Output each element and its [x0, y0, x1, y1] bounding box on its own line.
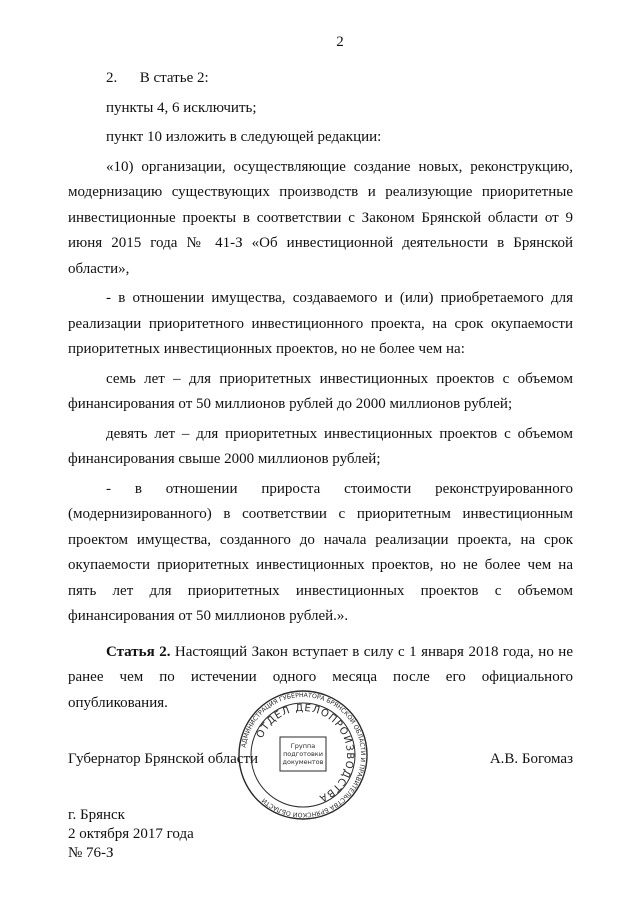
stamp-outer-text: АДМИНИСТРАЦИЯ ГУБЕРНАТОРА БРЯНСКОЙ ОБЛАСТИ И ПРАВИТЕЛЬСТВА БРЯНСКОЙ ОБЛАСТИ: [240, 691, 367, 819]
page-number: 2: [336, 34, 344, 50]
stamp-middle-text: ОТДЕЛ ДЕЛОПРОИЗВОДСТВА: [254, 702, 356, 804]
paragraph-property: - в отношении имущества, создаваемого и (или) приобретаемого для реализации приоритетного инвестиционного проекта, на срок окупаемости приоритетных инвестиционных проектов, но не более чем на:: [68, 290, 573, 357]
document-footer: [68, 806, 194, 863]
stamp-center-line-3: документов: [282, 758, 324, 766]
stamp-center-line-2: подготовки: [283, 750, 323, 758]
footer-number: № 76-З: [68, 845, 114, 861]
paragraph-organizations: «10) организации, осуществляющие создание новых, реконструкцию, модернизацию существующих производств и реализующие приоритетные инвестиционные проекты в соответствии с Законом Брянской области от 9 июня 2015 года № 41-З «Об инвестиционной деятельности в Брянской области»,: [68, 158, 573, 277]
paragraph-exclude-points: пункты 4, 6 исключить;: [106, 99, 257, 116]
paragraph-seven-years: семь лет – для приоритетных инвестиционных проектов с объемом финансирования от 50 миллионов рублей до 2000 миллионов рублей;: [68, 370, 573, 412]
document-body: [68, 62, 573, 716]
governor-name: А.В. Богомаз: [489, 751, 573, 767]
paragraph-point-10: пункт 10 изложить в следующей редакции:: [106, 129, 382, 145]
article-2-text: Настоящий Закон вступает в силу с 1 января 2018 года, но не ранее чем по истечении одного месяца после его официального опубликования.: [68, 643, 573, 711]
paragraph-item-2: 2. В статье 2:: [106, 70, 209, 86]
paragraph-value-increase: - в отношении прироста стоимости реконструированного (модернизированного) в соответствии с приоритетным инвестиционным проектом имущества, созданного до начала реализации проекта, на срок окупаемости приоритетных инвестиционных проектов, но не более чем на пять лет для приоритетных инвестиционных проектов с объемом финансирования от 50 миллионов рублей.».: [68, 480, 573, 624]
footer-date: 2 октября 2017 года: [68, 826, 194, 842]
paragraph-nine-years: девять лет – для приоритетных инвестиционных проектов с объемом финансирования свыше 2000 миллионов рублей;: [68, 425, 573, 467]
governor-title: Губернатор Брянской области: [68, 751, 259, 767]
article-2-label: Статья 2.: [106, 643, 171, 660]
stamp-center-line-1: Группа: [290, 742, 316, 750]
footer-city: г. Брянск: [68, 807, 125, 823]
official-stamp: [228, 690, 378, 820]
